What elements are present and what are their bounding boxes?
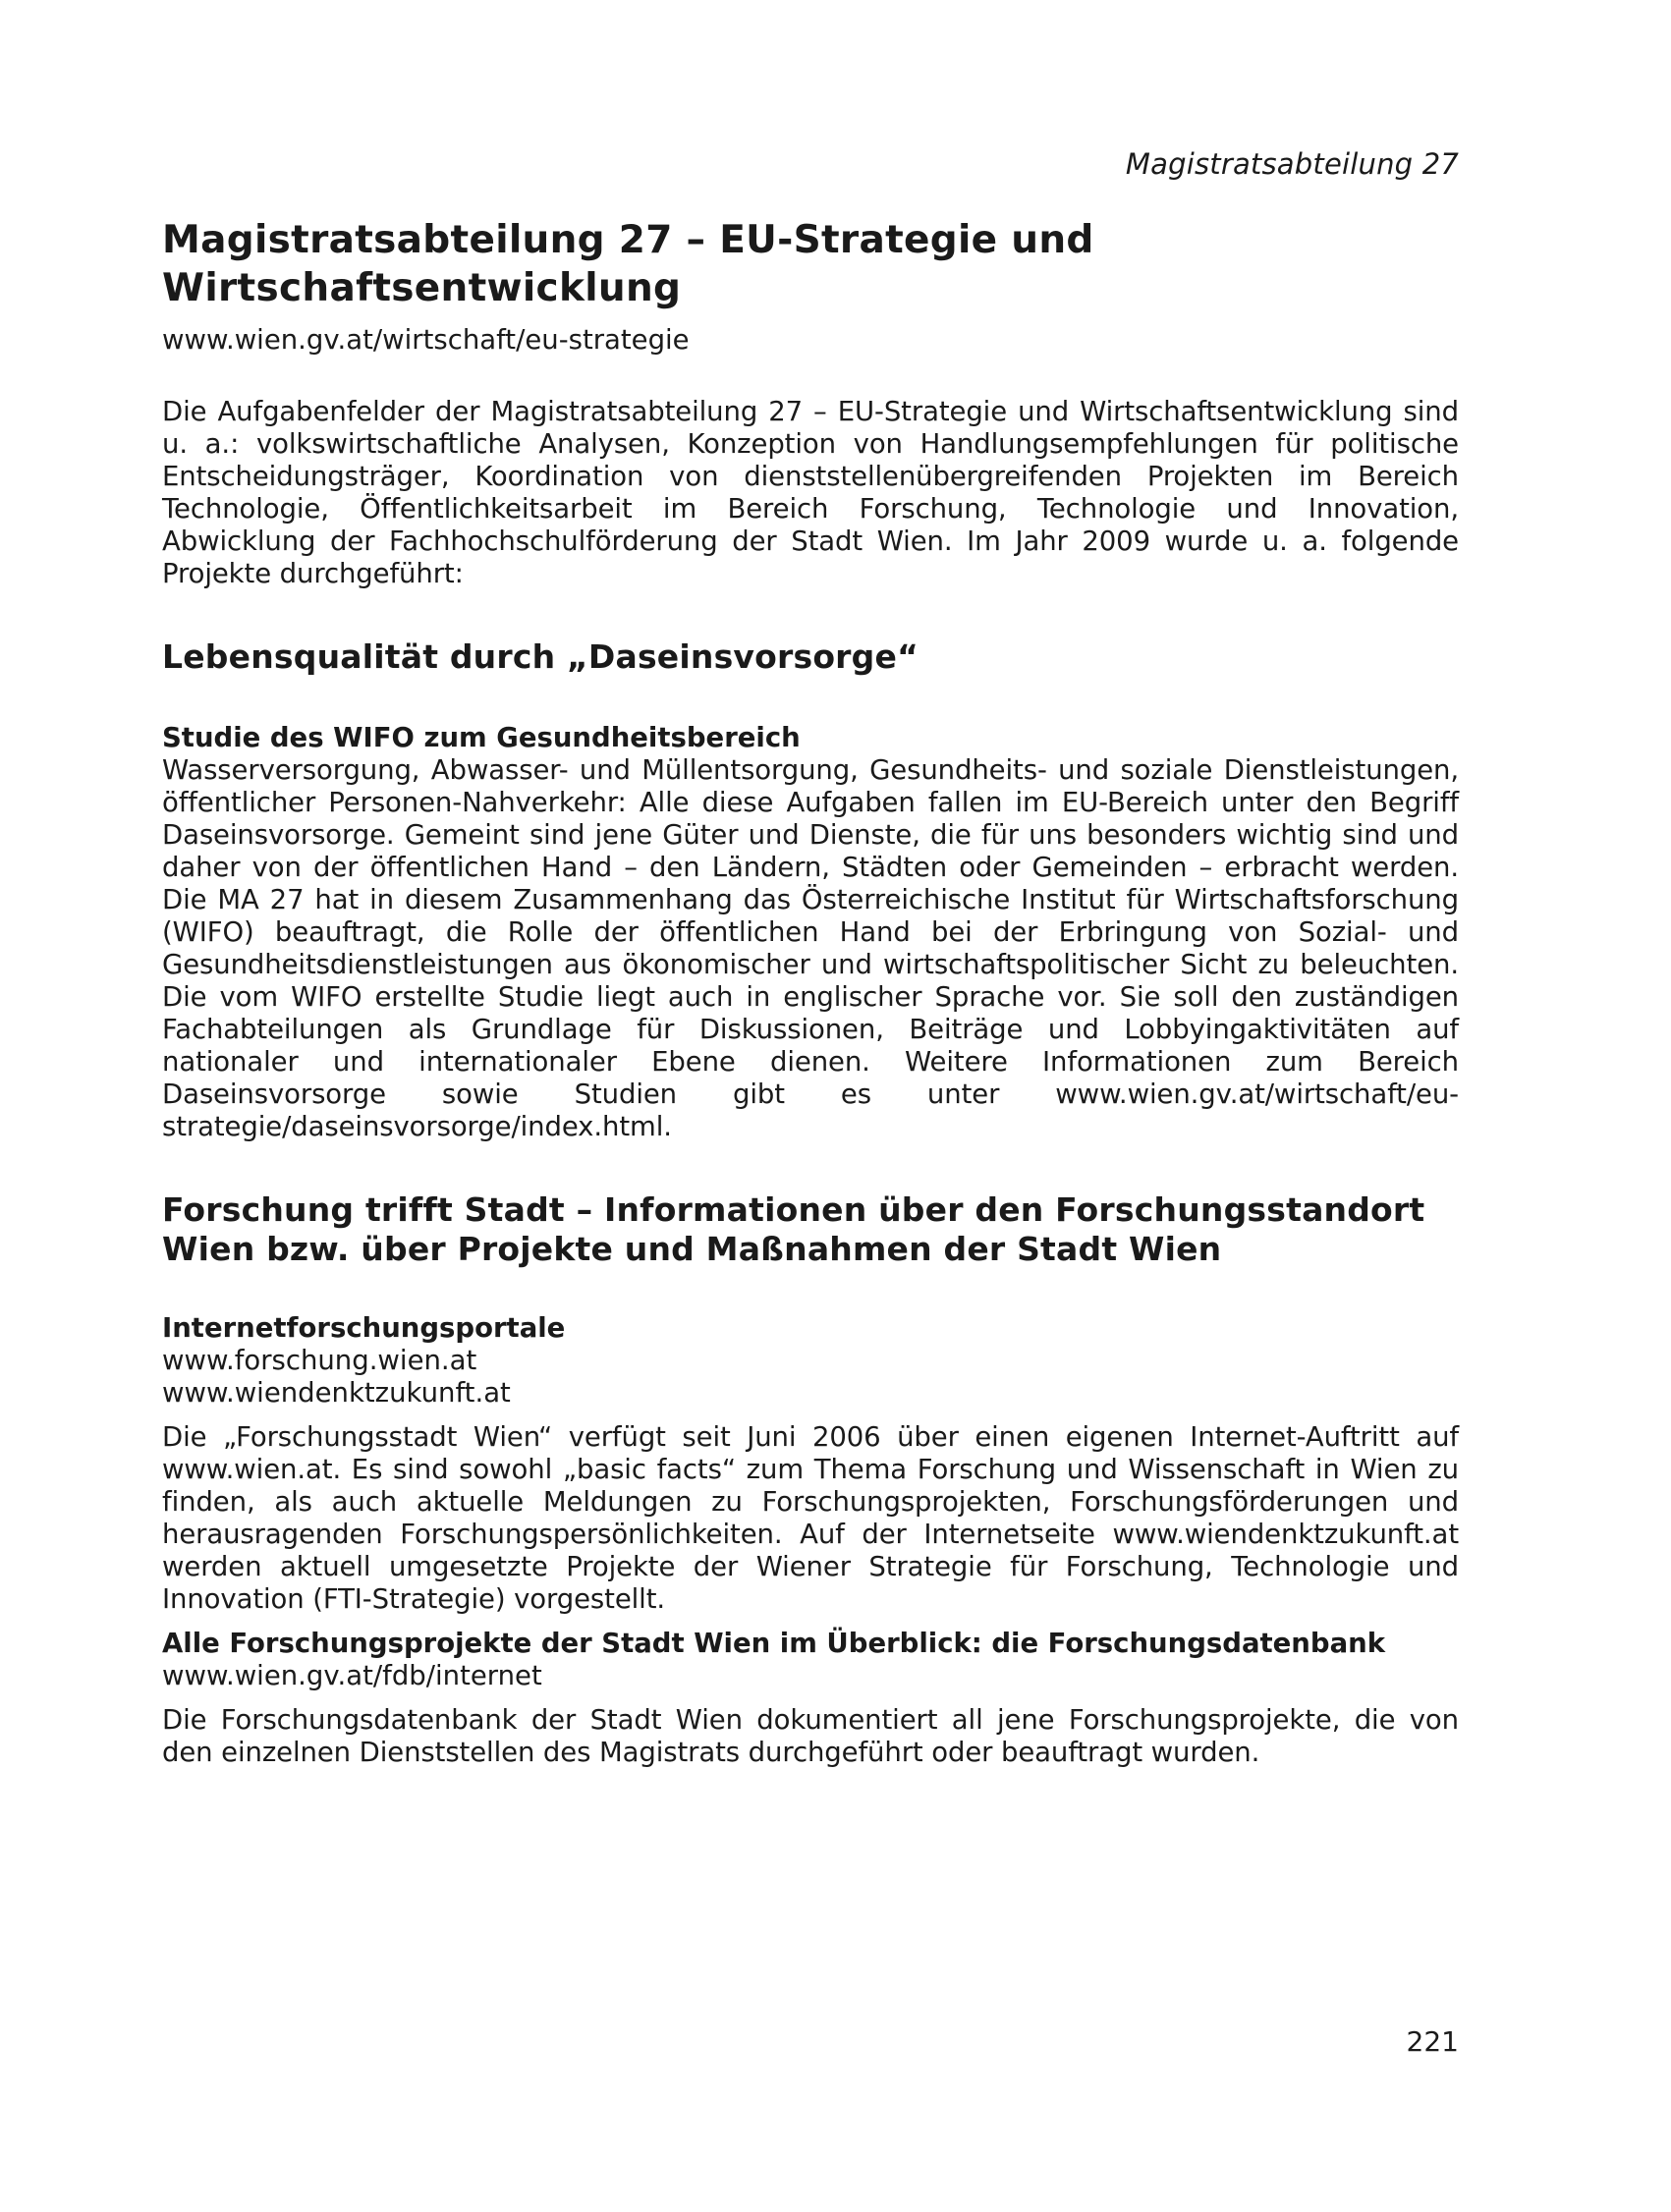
intro-paragraph: Die Aufgabenfelder der Magistratsabteilung 27 – EU-Strategie und Wirtschaftsentwicklung sind u. a.: volkswirtschaftliche Analysen, Konzeption von Handlungsempfehlungen für politische Entscheidungsträger, Koordination von dienststellenübergreifenden Projekten im Bereich Technologie, Öffentlichkeitsarbeit im Bereich Forschung, Technologie und Innovation, Abwicklung der Fachhochschulförderung der Stadt Wien. Im Jahr 2009 wurde u. a. folgende Projekte durchgeführt:: [162, 396, 1459, 589]
section-heading-forschung: Forschung trifft Stadt – Informationen über den Forschungsstandort Wien bzw. über Projekte und Maßnahmen der Stadt Wien: [162, 1190, 1425, 1268]
portals-paragraph: Die „Forschungsstadt Wien“ verfügt seit Juni 2006 über einen eigenen Internet-Auftritt auf www.wien.at. Es sind sowohl „basic facts“ zum Thema Forschung und Wissenschaft in Wien zu finden, als auch aktuelle Meldungen zu Forschungsprojekten, Forschungsförderungen und herausragenden Forschungspersönlichkeiten. Auf der Internetseite www.wiendenktzukunft.at werden aktuell umgesetzte Projekte der Wiener Strategie für Forschung, Technologie und Innovation (FTI-Strategie) vorgestellt.: [162, 1421, 1459, 1615]
portal-url-wiendenktzukunft: www.wiendenktzukunft.at: [162, 1377, 511, 1409]
page-number: 221: [1406, 2025, 1459, 2058]
subheading-research-database: Alle Forschungsprojekte der Stadt Wien im Überblick: die Forschungsdatenbank: [162, 1628, 1385, 1659]
subheading-wifo-study: Studie des WIFO zum Gesundheitsbereich: [162, 722, 801, 753]
subheading-internet-portals: Internetforschungsportale: [162, 1312, 566, 1344]
wifo-study-paragraph: Wasserversorgung, Abwasser- und Müllentsorgung, Gesundheits- und soziale Dienstleistungen, öffentlicher Personen-Nahverkehr: Alle diese Aufgaben fallen im EU-Bereich unter den Begriff Daseinsvorsorge. Gemeint sind jene Güter und Dienste, die für uns besonders wichtig sind und daher von der öffentlichen Hand – den Ländern, Städten oder Gemeinden – erbracht werden. Die MA 27 hat in diesem Zusammenhang das Österreichische Institut für Wirtschaftsforschung (WIFO) beauftragt, die Rolle der öffentlichen Hand bei der Erbringung von Sozial- und Gesundheitsdienstleistungen aus ökonomischer und wirtschaftspolitischer Sicht zu beleuchten. Die vom WIFO erstellte Studie liegt auch in englischer Sprache vor. Sie soll den zuständigen Fachabteilungen als Grundlage für Diskussionen, Beiträge und Lobbyingaktivitäten auf nationaler und internationaler Ebene dienen. Weitere Informationen zum Bereich Daseinsvorsorge sowie Studien gibt es unter www.wien.gv.at/wirtschaft/eu-strategie/daseinsvorsorge/index.html.: [162, 754, 1459, 1142]
running-header: Magistratsabteilung 27: [1125, 147, 1459, 181]
title-url: www.wien.gv.at/wirtschaft/eu-strategie: [162, 324, 690, 356]
page-content: [162, 216, 1459, 1769]
research-database-url: www.wien.gv.at/fdb/internet: [162, 1660, 542, 1691]
page-title: Magistratsabteilung 27 – EU-Strategie und Wirtschaftsentwicklung: [162, 218, 1094, 310]
research-database-paragraph: Die Forschungsdatenbank der Stadt Wien dokumentiert all jene Forschungsprojekte, die von den einzelnen Dienststellen des Magistrats durchgeführt oder beauftragt wurden.: [162, 1704, 1459, 1768]
section-heading-daseinsvorsorge: Lebensqualität durch „Daseinsvorsorge“: [162, 637, 919, 676]
portal-url-forschung: www.forschung.wien.at: [162, 1345, 477, 1376]
